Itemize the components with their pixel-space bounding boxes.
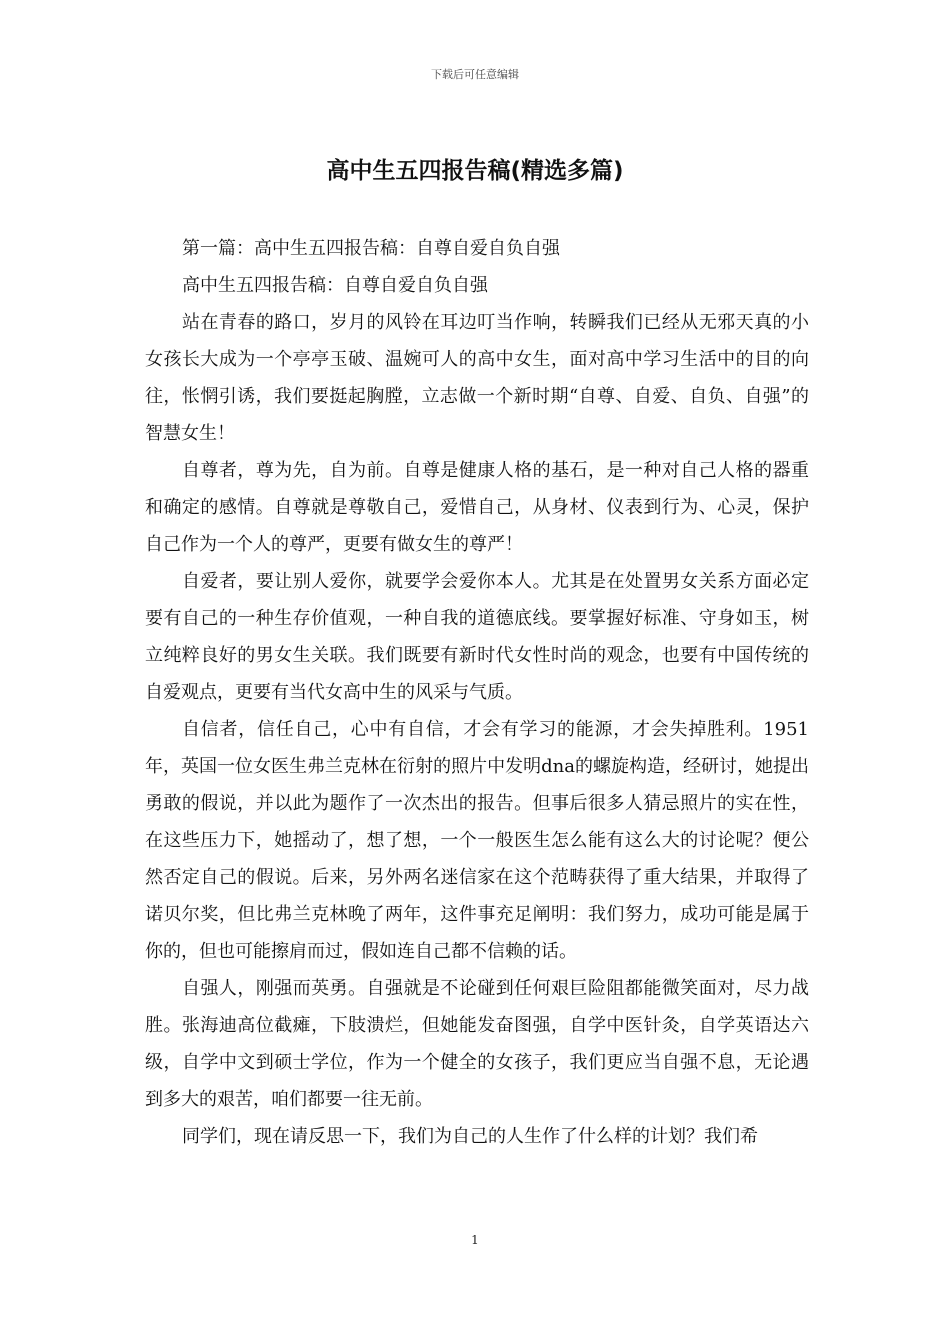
paragraph-section-heading: 第一篇：高中生五四报告稿：自尊自爱自负自强 bbox=[182, 238, 560, 259]
paragraph-self-respect: 自尊者，尊为先，自为前。自尊是健康人格的基石，是一种对自己人格的器重和确定的感情。自尊就是尊敬自己，爱惜自己，从身材、仪表到行为、心灵，保护自己作为一个人的尊严，更要有做女生的尊严！ bbox=[145, 460, 809, 555]
document-body bbox=[145, 230, 809, 1155]
page-header: 下载后可任意编辑 bbox=[431, 68, 519, 81]
paragraph-subtitle: 高中生五四报告稿：自尊自爱自负自强 bbox=[182, 275, 488, 296]
document-title: 高中生五四报告稿(精选多篇) bbox=[326, 158, 624, 184]
page-number: 1 bbox=[471, 1233, 479, 1247]
paragraph-intro: 站在青春的路口，岁月的风铃在耳边叮当作响，转瞬我们已经从无邪天真的小女孩长大成为一个亭亭玉破、温婉可人的高中女生，面对高中学习生活中的目的向往，怅惘引诱，我们要挺起胸膛，立志做一个新时期“自尊、自爱、自负、自强”的智慧女生！ bbox=[145, 312, 809, 444]
paragraph-self-love: 自爱者，要让别人爱你，就要学会爱你本人。尤其是在处置男女关系方面必定要有自己的一种生存价值观，一种自我的道德底线。要掌握好标准、守身如玉，树立纯粹良好的男女生关联。我们既要有新时代女性时尚的观念，也要有中国传统的自爱观点，更要有当代女高中生的风采与气质。 bbox=[145, 571, 809, 703]
paragraph-self-strength: 自强人，刚强而英勇。自强就是不论碰到任何艰巨险阻都能微笑面对，尽力战胜。张海迪高位截瘫，下肢溃烂，但她能发奋图强，自学中医针灸，自学英语达六级，自学中文到硕士学位，作为一个健全的女孩子，我们更应当自强不息，无论遇到多大的艰苦，咱们都要一往无前。 bbox=[145, 978, 809, 1110]
paragraph-self-confidence: 自信者，信任自己，心中有自信，才会有学习的能源，才会失掉胜利。1951年，英国一位女医生弗兰克林在衍射的照片中发明dna的螺旋构造，经研讨，她提出勇敢的假说，并以此为题作了一次杰出的报告。但事后很多人猜忌照片的实在性，在这些压力下，她摇动了，想了想，一个一般医生怎么能有这么大的讨论呢？便公然否定自己的假说。后来，另外两名迷信家在这个范畴获得了重大结果，并取得了诺贝尔奖，但比弗兰克林晚了两年，这件事充足阐明：我们努力，成功可能是属于你的，但也可能擦肩而过，假如连自己都不信赖的话。 bbox=[145, 719, 809, 962]
paragraph-reflection: 同学们，现在请反思一下，我们为自己的人生作了什么样的计划？我们希 bbox=[182, 1126, 758, 1147]
